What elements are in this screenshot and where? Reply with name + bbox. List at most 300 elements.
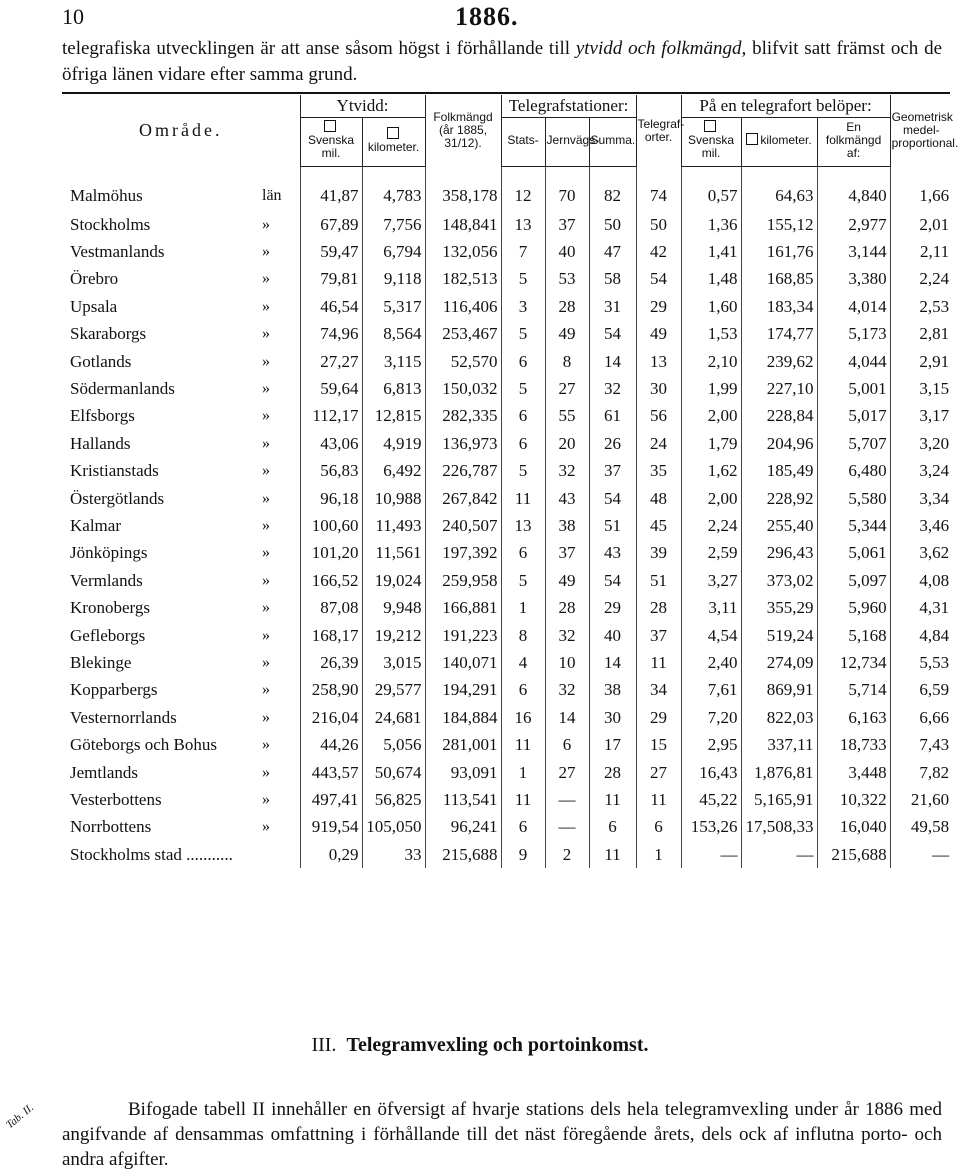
cell-omrade: Stockholms bbox=[70, 214, 151, 234]
cell-omrade: Göteborgs och Bohus bbox=[70, 735, 218, 755]
cell-per-ort-folk: 5,168 bbox=[817, 622, 890, 649]
cell-jernvags: 55 bbox=[545, 403, 589, 430]
cell-per-ort-folk: 5,017 bbox=[817, 403, 890, 430]
cell-geometrisk: 2,11 bbox=[890, 238, 952, 265]
cell-ytvidd-km: 19,024 bbox=[362, 567, 425, 594]
cell-telegraforter: 39 bbox=[636, 540, 681, 567]
cell-per-ort-km: 228,92 bbox=[741, 485, 817, 512]
cell-ytvidd-mil: 96,18 bbox=[300, 485, 362, 512]
table-row bbox=[62, 786, 952, 813]
cell-stats: 6 bbox=[501, 540, 545, 567]
cell-geometrisk: 2,81 bbox=[890, 321, 952, 348]
cell-lan: » bbox=[262, 325, 270, 343]
table-row bbox=[62, 485, 952, 512]
cell-per-ort-km: 17,508,33 bbox=[741, 814, 817, 841]
cell-ytvidd-km: 6,492 bbox=[362, 458, 425, 485]
cell-per-ort-folk: 3,448 bbox=[817, 759, 890, 786]
cell-lan: » bbox=[262, 215, 270, 233]
cell-per-ort-km: 168,85 bbox=[741, 266, 817, 293]
intro-text-before: telegrafiska utvecklingen är att anse såsom högst i förhållande till bbox=[62, 38, 576, 59]
cell-lan: » bbox=[262, 352, 270, 370]
cell-folkmangd: 191,223 bbox=[425, 622, 501, 649]
cell-per-ort-folk: 4,840 bbox=[817, 167, 890, 212]
table-row bbox=[62, 321, 952, 348]
cell-per-ort-mil: 2,00 bbox=[681, 403, 741, 430]
page-number: 10 bbox=[62, 4, 84, 29]
cell-geometrisk: 3,20 bbox=[890, 430, 952, 457]
cell-geometrisk: 3,34 bbox=[890, 485, 952, 512]
cell-folkmangd: 259,958 bbox=[425, 567, 501, 594]
cell-omrade: Kopparbergs bbox=[70, 680, 158, 700]
cell-omrade: Kristianstads bbox=[70, 461, 159, 481]
cell-geometrisk: 3,62 bbox=[890, 540, 952, 567]
cell-lan: län bbox=[262, 186, 282, 204]
cell-jernvags: 28 bbox=[545, 594, 589, 621]
page-year: 1886. bbox=[455, 2, 519, 31]
cell-geometrisk: 2,01 bbox=[890, 211, 952, 238]
cell-per-ort-folk: 5,173 bbox=[817, 321, 890, 348]
cell-omrade: Kronobergs bbox=[70, 598, 150, 618]
cell-stats: 6 bbox=[501, 403, 545, 430]
table-row bbox=[62, 167, 952, 212]
cell-folkmangd: 96,241 bbox=[425, 814, 501, 841]
cell-summa: 40 bbox=[589, 622, 636, 649]
cell-stats: 7 bbox=[501, 238, 545, 265]
cell-stats: 6 bbox=[501, 430, 545, 457]
cell-jernvags: 53 bbox=[545, 266, 589, 293]
cell-ytvidd-mil: 258,90 bbox=[300, 677, 362, 704]
header-ytvidd-mil: Svenska mil. bbox=[300, 118, 362, 167]
cell-telegraforter: 49 bbox=[636, 321, 681, 348]
cell-lan: » bbox=[262, 434, 270, 452]
cell-telegraforter: 6 bbox=[636, 814, 681, 841]
cell-stats: 11 bbox=[501, 485, 545, 512]
cell-geometrisk: 3,24 bbox=[890, 458, 952, 485]
cell-folkmangd: 150,032 bbox=[425, 375, 501, 402]
cell-telegraforter: 11 bbox=[636, 649, 681, 676]
cell-folkmangd: 282,335 bbox=[425, 403, 501, 430]
cell-ytvidd-mil: 79,81 bbox=[300, 266, 362, 293]
cell-omrade: Jönköpings bbox=[70, 543, 148, 563]
cell-telegraforter: 56 bbox=[636, 403, 681, 430]
cell-folkmangd: 116,406 bbox=[425, 293, 501, 320]
header-telegraforter: Telegraf-orter. bbox=[636, 95, 681, 167]
square-icon bbox=[387, 127, 399, 139]
header-per-ort-km: kilometer. bbox=[741, 118, 817, 167]
cell-summa: 26 bbox=[589, 430, 636, 457]
cell-lan: » bbox=[262, 462, 270, 480]
cell-geometrisk: — bbox=[890, 841, 952, 868]
cell-per-ort-mil: 2,59 bbox=[681, 540, 741, 567]
cell-per-ort-km: 337,11 bbox=[741, 731, 817, 758]
cell-ytvidd-km: 33 bbox=[362, 841, 425, 868]
cell-lan: » bbox=[262, 243, 270, 261]
cell-summa: 29 bbox=[589, 594, 636, 621]
table-row bbox=[62, 567, 952, 594]
cell-ytvidd-km: 4,919 bbox=[362, 430, 425, 457]
cell-folkmangd: 358,178 bbox=[425, 167, 501, 212]
cell-per-ort-km: 183,34 bbox=[741, 293, 817, 320]
cell-per-ort-mil: 2,95 bbox=[681, 731, 741, 758]
cell-per-ort-mil: 1,79 bbox=[681, 430, 741, 457]
cell-summa: 17 bbox=[589, 731, 636, 758]
cell-per-ort-folk: 5,061 bbox=[817, 540, 890, 567]
section-heading bbox=[0, 1034, 960, 1057]
cell-per-ort-mil: 1,62 bbox=[681, 458, 741, 485]
cell-jernvags: 40 bbox=[545, 238, 589, 265]
cell-summa: 43 bbox=[589, 540, 636, 567]
table-row bbox=[62, 731, 952, 758]
table-row bbox=[62, 704, 952, 731]
table-row bbox=[62, 759, 952, 786]
cell-lan: » bbox=[262, 407, 270, 425]
cell-per-ort-folk: 215,688 bbox=[817, 841, 890, 868]
cell-per-ort-folk: 3,144 bbox=[817, 238, 890, 265]
table-top-rule bbox=[62, 92, 950, 94]
cell-per-ort-folk: 5,707 bbox=[817, 430, 890, 457]
cell-jernvags: 32 bbox=[545, 458, 589, 485]
cell-ytvidd-mil: 43,06 bbox=[300, 430, 362, 457]
cell-summa: 82 bbox=[589, 167, 636, 212]
cell-ytvidd-mil: 101,20 bbox=[300, 540, 362, 567]
cell-lan: » bbox=[262, 599, 270, 617]
cell-folkmangd: 215,688 bbox=[425, 841, 501, 868]
cell-jernvags: 27 bbox=[545, 759, 589, 786]
cell-per-ort-mil: 153,26 bbox=[681, 814, 741, 841]
cell-ytvidd-km: 3,015 bbox=[362, 649, 425, 676]
cell-geometrisk: 2,24 bbox=[890, 266, 952, 293]
table-row bbox=[62, 622, 952, 649]
cell-summa: 11 bbox=[589, 786, 636, 813]
table-row bbox=[62, 348, 952, 375]
cell-per-ort-folk: 16,040 bbox=[817, 814, 890, 841]
header-folkmangd: Folkmängd (år 1885, 31/12). bbox=[425, 95, 501, 167]
header-telegrafstationer: Telegrafstationer: bbox=[501, 95, 636, 118]
cell-ytvidd-km: 10,988 bbox=[362, 485, 425, 512]
cell-ytvidd-km: 5,317 bbox=[362, 293, 425, 320]
cell-ytvidd-mil: 27,27 bbox=[300, 348, 362, 375]
table-row bbox=[62, 649, 952, 676]
cell-telegraforter: 24 bbox=[636, 430, 681, 457]
cell-omrade: Hallands bbox=[70, 433, 131, 453]
cell-per-ort-folk: 5,960 bbox=[817, 594, 890, 621]
cell-per-ort-mil: 3,11 bbox=[681, 594, 741, 621]
cell-jernvags: 37 bbox=[545, 211, 589, 238]
cell-stats: 13 bbox=[501, 211, 545, 238]
cell-jernvags: 14 bbox=[545, 704, 589, 731]
cell-jernvags: 10 bbox=[545, 649, 589, 676]
cell-stats: 4 bbox=[501, 649, 545, 676]
cell-per-ort-folk: 5,714 bbox=[817, 677, 890, 704]
cell-geometrisk: 21,60 bbox=[890, 786, 952, 813]
table-row bbox=[62, 293, 952, 320]
cell-folkmangd: 166,881 bbox=[425, 594, 501, 621]
section-title: Telegramvexling och portoinkomst. bbox=[346, 1034, 649, 1056]
cell-per-ort-mil: 16,43 bbox=[681, 759, 741, 786]
cell-per-ort-km: 519,24 bbox=[741, 622, 817, 649]
cell-summa: 37 bbox=[589, 458, 636, 485]
cell-ytvidd-mil: 168,17 bbox=[300, 622, 362, 649]
table-row bbox=[62, 211, 952, 238]
margin-note: Tab. II. bbox=[4, 1101, 36, 1132]
cell-geometrisk: 3,17 bbox=[890, 403, 952, 430]
cell-telegraforter: 29 bbox=[636, 293, 681, 320]
cell-per-ort-km: 185,49 bbox=[741, 458, 817, 485]
cell-per-ort-mil: 0,57 bbox=[681, 167, 741, 212]
cell-omrade: Elfsborgs bbox=[70, 406, 135, 426]
cell-geometrisk: 4,08 bbox=[890, 567, 952, 594]
cell-summa: 54 bbox=[589, 321, 636, 348]
square-icon bbox=[324, 120, 336, 132]
cell-telegraforter: 51 bbox=[636, 567, 681, 594]
cell-summa: 54 bbox=[589, 567, 636, 594]
cell-folkmangd: 140,071 bbox=[425, 649, 501, 676]
cell-omrade: Stockholms stad ........... bbox=[70, 844, 233, 864]
cell-ytvidd-km: 9,948 bbox=[362, 594, 425, 621]
cell-per-ort-km: 255,40 bbox=[741, 512, 817, 539]
cell-jernvags: 43 bbox=[545, 485, 589, 512]
cell-per-ort-mil: 1,41 bbox=[681, 238, 741, 265]
cell-lan: » bbox=[262, 270, 270, 288]
cell-per-ort-mil: 2,40 bbox=[681, 649, 741, 676]
cell-jernvags: 8 bbox=[545, 348, 589, 375]
cell-stats: 5 bbox=[501, 321, 545, 348]
table-row bbox=[62, 375, 952, 402]
cell-stats: 5 bbox=[501, 567, 545, 594]
cell-lan: » bbox=[262, 297, 270, 315]
cell-lan: » bbox=[262, 516, 270, 534]
header-area: Område. bbox=[139, 120, 223, 141]
header-ytvidd: Ytvidd: bbox=[300, 95, 425, 118]
cell-folkmangd: 253,467 bbox=[425, 321, 501, 348]
cell-ytvidd-km: 7,756 bbox=[362, 211, 425, 238]
cell-ytvidd-mil: 166,52 bbox=[300, 567, 362, 594]
cell-omrade: Malmöhus bbox=[70, 185, 143, 205]
cell-ytvidd-mil: 44,26 bbox=[300, 731, 362, 758]
cell-jernvags: 32 bbox=[545, 622, 589, 649]
cell-per-ort-km: 274,09 bbox=[741, 649, 817, 676]
cell-jernvags: 49 bbox=[545, 567, 589, 594]
cell-folkmangd: 226,787 bbox=[425, 458, 501, 485]
cell-per-ort-km: 296,43 bbox=[741, 540, 817, 567]
cell-per-ort-folk: 18,733 bbox=[817, 731, 890, 758]
cell-ytvidd-mil: 59,47 bbox=[300, 238, 362, 265]
table-row bbox=[62, 266, 952, 293]
cell-stats: 3 bbox=[501, 293, 545, 320]
cell-geometrisk: 3,15 bbox=[890, 375, 952, 402]
cell-lan: » bbox=[262, 571, 270, 589]
cell-lan: » bbox=[262, 544, 270, 562]
intro-text bbox=[62, 36, 942, 88]
table-row bbox=[62, 512, 952, 539]
cell-per-ort-folk: 6,480 bbox=[817, 458, 890, 485]
cell-telegraforter: 30 bbox=[636, 375, 681, 402]
cell-summa: 28 bbox=[589, 759, 636, 786]
table-row bbox=[62, 540, 952, 567]
cell-stats: 13 bbox=[501, 512, 545, 539]
cell-omrade: Skaraborgs bbox=[70, 324, 147, 344]
cell-per-ort-km: 355,29 bbox=[741, 594, 817, 621]
cell-ytvidd-km: 6,813 bbox=[362, 375, 425, 402]
cell-summa: 54 bbox=[589, 485, 636, 512]
cell-jernvags: 2 bbox=[545, 841, 589, 868]
cell-stats: 12 bbox=[501, 167, 545, 212]
section-number: III. bbox=[311, 1034, 337, 1056]
cell-ytvidd-mil: 74,96 bbox=[300, 321, 362, 348]
header-geometrisk: Geometrisk medel-proportional. bbox=[890, 95, 952, 167]
statistics-table bbox=[62, 95, 959, 868]
cell-summa: 38 bbox=[589, 677, 636, 704]
cell-per-ort-km: 869,91 bbox=[741, 677, 817, 704]
cell-ytvidd-km: 11,561 bbox=[362, 540, 425, 567]
cell-per-ort-km: — bbox=[741, 841, 817, 868]
cell-per-ort-mil: 1,53 bbox=[681, 321, 741, 348]
cell-ytvidd-mil: 443,57 bbox=[300, 759, 362, 786]
cell-per-ort-km: 204,96 bbox=[741, 430, 817, 457]
cell-per-ort-mil: 45,22 bbox=[681, 786, 741, 813]
cell-omrade: Gotlands bbox=[70, 351, 132, 371]
cell-omrade: Vesternorrlands bbox=[70, 707, 177, 727]
cell-stats: 6 bbox=[501, 677, 545, 704]
cell-per-ort-km: 1,876,81 bbox=[741, 759, 817, 786]
cell-ytvidd-km: 19,212 bbox=[362, 622, 425, 649]
body-paragraph: Bifogade tabell II innehåller en öfversigt af hvarje stations dels hela telegramvexling under år 1886 med angifvande af densammas omfattning i förhållande till det näst föregående årets, dels ock af influtna porto- och andra afgifter. bbox=[62, 1099, 942, 1170]
cell-per-ort-mil: 2,00 bbox=[681, 485, 741, 512]
square-icon bbox=[704, 120, 716, 132]
cell-ytvidd-km: 9,118 bbox=[362, 266, 425, 293]
cell-summa: 31 bbox=[589, 293, 636, 320]
cell-telegraforter: 74 bbox=[636, 167, 681, 212]
cell-jernvags: 27 bbox=[545, 375, 589, 402]
cell-per-ort-mil: 1,36 bbox=[681, 211, 741, 238]
cell-per-ort-km: 239,62 bbox=[741, 348, 817, 375]
cell-per-ort-mil: 2,10 bbox=[681, 348, 741, 375]
cell-geometrisk: 4,31 bbox=[890, 594, 952, 621]
cell-per-ort-folk: 5,580 bbox=[817, 485, 890, 512]
cell-stats: 5 bbox=[501, 375, 545, 402]
cell-per-ort-mil: 1,99 bbox=[681, 375, 741, 402]
cell-ytvidd-km: 105,050 bbox=[362, 814, 425, 841]
cell-per-ort-mil: — bbox=[681, 841, 741, 868]
cell-stats: 11 bbox=[501, 786, 545, 813]
cell-per-ort-mil: 1,48 bbox=[681, 266, 741, 293]
cell-folkmangd: 132,056 bbox=[425, 238, 501, 265]
cell-jernvags: 6 bbox=[545, 731, 589, 758]
cell-geometrisk: 7,82 bbox=[890, 759, 952, 786]
cell-geometrisk: 3,46 bbox=[890, 512, 952, 539]
cell-per-ort-folk: 6,163 bbox=[817, 704, 890, 731]
cell-per-ort-km: 228,84 bbox=[741, 403, 817, 430]
cell-geometrisk: 5,53 bbox=[890, 649, 952, 676]
header-per-ort-folk: En folkmängd af: bbox=[817, 118, 890, 167]
cell-omrade: Upsala bbox=[70, 296, 118, 316]
cell-jernvags: 28 bbox=[545, 293, 589, 320]
cell-ytvidd-km: 11,493 bbox=[362, 512, 425, 539]
cell-telegraforter: 27 bbox=[636, 759, 681, 786]
cell-ytvidd-mil: 46,54 bbox=[300, 293, 362, 320]
cell-lan: » bbox=[262, 818, 270, 836]
cell-folkmangd: 93,091 bbox=[425, 759, 501, 786]
cell-telegraforter: 54 bbox=[636, 266, 681, 293]
cell-per-ort-folk: 5,344 bbox=[817, 512, 890, 539]
cell-per-ort-mil: 4,54 bbox=[681, 622, 741, 649]
cell-omrade: Jemtlands bbox=[70, 762, 138, 782]
table-row bbox=[62, 458, 952, 485]
cell-summa: 47 bbox=[589, 238, 636, 265]
cell-stats: 1 bbox=[501, 594, 545, 621]
cell-summa: 11 bbox=[589, 841, 636, 868]
cell-jernvags: 70 bbox=[545, 167, 589, 212]
cell-telegraforter: 1 bbox=[636, 841, 681, 868]
cell-ytvidd-km: 5,056 bbox=[362, 731, 425, 758]
header-stats: Stats- bbox=[501, 118, 545, 167]
cell-geometrisk: 49,58 bbox=[890, 814, 952, 841]
cell-folkmangd: 281,001 bbox=[425, 731, 501, 758]
cell-per-ort-km: 64,63 bbox=[741, 167, 817, 212]
cell-telegraforter: 48 bbox=[636, 485, 681, 512]
table-row bbox=[62, 677, 952, 704]
cell-ytvidd-mil: 59,64 bbox=[300, 375, 362, 402]
table-row bbox=[62, 814, 952, 841]
cell-summa: 14 bbox=[589, 649, 636, 676]
cell-omrade: Örebro bbox=[70, 269, 119, 289]
cell-ytvidd-mil: 26,39 bbox=[300, 649, 362, 676]
cell-stats: 6 bbox=[501, 348, 545, 375]
cell-folkmangd: 194,291 bbox=[425, 677, 501, 704]
cell-ytvidd-mil: 216,04 bbox=[300, 704, 362, 731]
cell-per-ort-folk: 4,044 bbox=[817, 348, 890, 375]
cell-telegraforter: 45 bbox=[636, 512, 681, 539]
cell-folkmangd: 52,570 bbox=[425, 348, 501, 375]
cell-telegraforter: 15 bbox=[636, 731, 681, 758]
cell-per-ort-folk: 3,380 bbox=[817, 266, 890, 293]
cell-stats: 9 bbox=[501, 841, 545, 868]
cell-jernvags: 20 bbox=[545, 430, 589, 457]
cell-stats: 8 bbox=[501, 622, 545, 649]
cell-omrade: Norrbottens bbox=[70, 817, 152, 837]
cell-stats: 6 bbox=[501, 814, 545, 841]
cell-stats: 5 bbox=[501, 458, 545, 485]
cell-ytvidd-mil: 100,60 bbox=[300, 512, 362, 539]
cell-folkmangd: 267,842 bbox=[425, 485, 501, 512]
cell-lan: » bbox=[262, 653, 270, 671]
table-row bbox=[62, 238, 952, 265]
cell-lan bbox=[262, 841, 300, 868]
cell-ytvidd-mil: 41,87 bbox=[300, 167, 362, 212]
table-row bbox=[62, 841, 952, 868]
cell-folkmangd: 136,973 bbox=[425, 430, 501, 457]
cell-summa: 58 bbox=[589, 266, 636, 293]
cell-per-ort-mil: 3,27 bbox=[681, 567, 741, 594]
cell-summa: 6 bbox=[589, 814, 636, 841]
cell-lan: » bbox=[262, 681, 270, 699]
cell-per-ort-mil: 1,60 bbox=[681, 293, 741, 320]
cell-ytvidd-km: 12,815 bbox=[362, 403, 425, 430]
cell-telegraforter: 50 bbox=[636, 211, 681, 238]
cell-per-ort-folk: 10,322 bbox=[817, 786, 890, 813]
cell-lan: » bbox=[262, 626, 270, 644]
cell-omrade: Blekinge bbox=[70, 652, 132, 672]
cell-omrade: Vestmanlands bbox=[70, 242, 165, 262]
cell-telegraforter: 13 bbox=[636, 348, 681, 375]
cell-ytvidd-km: 29,577 bbox=[362, 677, 425, 704]
cell-jernvags: — bbox=[545, 814, 589, 841]
cell-telegraforter: 29 bbox=[636, 704, 681, 731]
header-per-ort-mil: Svenska mil. bbox=[681, 118, 741, 167]
cell-stats: 11 bbox=[501, 731, 545, 758]
cell-lan: » bbox=[262, 489, 270, 507]
cell-telegraforter: 35 bbox=[636, 458, 681, 485]
